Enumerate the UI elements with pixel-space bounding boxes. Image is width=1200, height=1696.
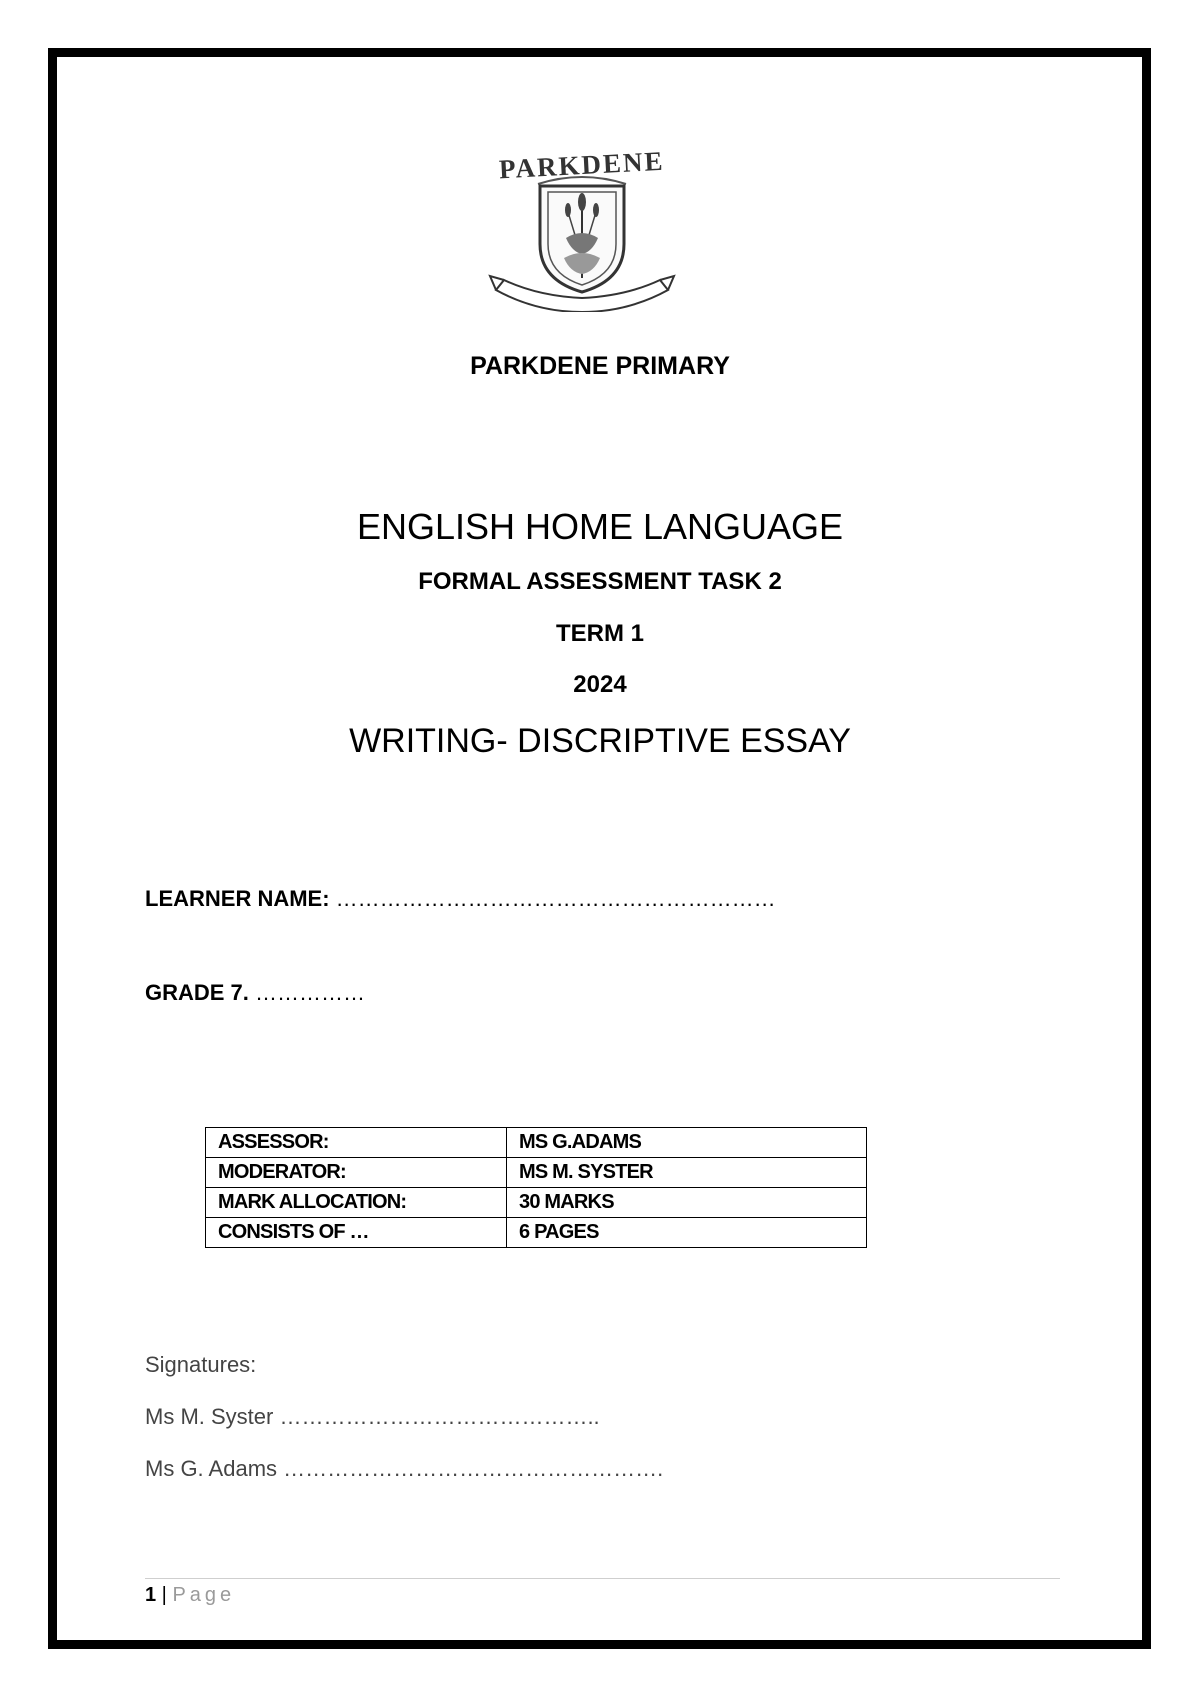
page-word: Page: [172, 1584, 236, 1606]
subject-title: ENGLISH HOME LANGUAGE: [356, 506, 844, 547]
table-cell-value: 6 PAGES: [507, 1218, 867, 1248]
learner-name-dots: ……………………………………………………: [335, 886, 776, 911]
table-cell-label: MARK ALLOCATION:: [206, 1188, 507, 1218]
table-row: [206, 1128, 867, 1158]
school-name: PARKDENE PRIMARY: [470, 352, 730, 380]
footer-divider: [145, 1578, 1060, 1579]
signature-line-adams: Ms G. Adams …………………………………………….: [145, 1456, 664, 1481]
table-cell-label: CONSISTS OF …: [206, 1218, 507, 1248]
grade-field: [145, 980, 365, 1006]
year-label: 2024: [573, 671, 627, 698]
task-title: FORMAL ASSESSMENT TASK 2: [418, 568, 782, 595]
signatures-title: Signatures:: [145, 1352, 257, 1377]
school-crest-logo: [468, 140, 696, 312]
grade-label: GRADE 7.: [145, 980, 256, 1005]
footer-separator: |: [156, 1584, 173, 1606]
term-label: TERM 1: [555, 620, 644, 647]
table-row: [206, 1158, 867, 1188]
table-cell-value: MS M. SYSTER: [507, 1158, 867, 1188]
learner-name-label: LEARNER NAME:: [145, 886, 336, 911]
page-footer: [145, 1584, 235, 1607]
table-cell-label: MODERATOR:: [206, 1158, 507, 1188]
table-cell-value: MS G.ADAMS: [507, 1128, 867, 1158]
assessment-info-table: [205, 1127, 867, 1248]
learner-name-field: [145, 886, 776, 912]
page-number: 1: [145, 1584, 157, 1606]
essay-title: WRITING- DISCRIPTIVE ESSAY: [349, 722, 851, 760]
table-cell-label: ASSESSOR:: [206, 1128, 507, 1158]
table-row: [206, 1218, 867, 1248]
table-row: [206, 1188, 867, 1218]
svg-text:PARKDENE: PARKDENE: [498, 145, 666, 185]
table-cell-value: 30 MARKS: [507, 1188, 867, 1218]
grade-dots: ……………: [255, 980, 366, 1005]
signature-line-syster: Ms M. Syster ……………………………………..: [145, 1404, 600, 1429]
